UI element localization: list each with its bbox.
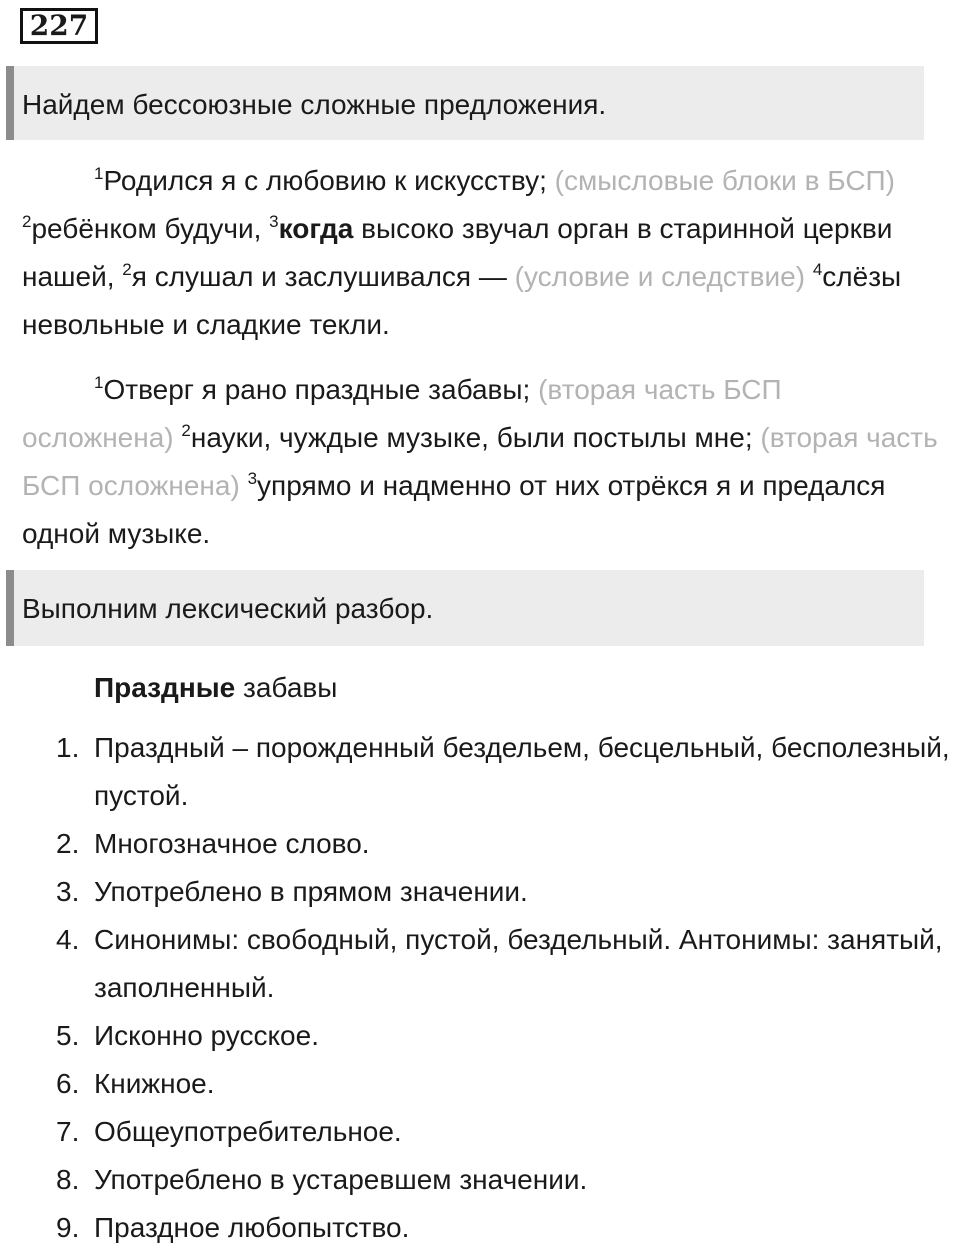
analysis-list [0,724,960,1252]
annotation-note: (смысловые блоки в БСП) [554,165,895,196]
list-item-number: 6. [56,1068,80,1099]
list-item-text: Праздное любопытство. [94,1212,410,1243]
sentence-text: я слушал и заслушивался — [131,261,515,292]
sentence-text: Родился я с любовию к искусству; [103,165,555,196]
sentence-text: высоко звучал орган в старинной церкви нашей, [22,213,893,292]
list-item [0,916,960,1012]
sentence-text: упрямо и надменно от них отрёкся я и предался одной музыке. [22,470,886,549]
section-header-lexical: Выполним лексический разбор. [6,570,924,646]
sentence-marker: 2 [122,260,132,279]
list-item-text: Многозначное слово. [94,828,370,859]
task-number: 227 [20,8,98,44]
list-item-text: Книжное. [94,1068,215,1099]
list-item-number: 2. [56,828,80,859]
list-item [0,1060,960,1108]
sentence-text: Отверг я рано праздные забавы; [103,374,539,405]
list-item [0,724,960,820]
sentence-marker: 2 [22,212,32,231]
list-item-text: Исконно русское. [94,1020,319,1051]
list-item-number: 3. [56,876,80,907]
list-item [0,820,960,868]
section-header-bsp: Найдем бессоюзные сложные предложения. [6,66,924,140]
sentence-text: ребёнком будучи, [31,213,270,244]
annotation-note: (вторая часть БСП осложнена) [22,374,782,453]
list-item-number: 1. [56,732,80,763]
analysis-word-bold: Праздные [94,672,236,703]
sentence-marker: 1 [94,373,104,392]
list-item-number: 5. [56,1020,80,1051]
annotation-note: (условие и следствие) [514,261,806,292]
list-item [0,1108,960,1156]
sentence-text: слёзы невольные и сладкие текли. [22,261,902,340]
list-item-number: 4. [56,924,80,955]
list-item [0,1012,960,1060]
conjunction-bold: когда [278,213,354,244]
list-item-number: 8. [56,1164,80,1195]
paragraph-1 [22,157,940,349]
sentence-marker: 2 [181,421,191,440]
sentence-marker: 4 [812,260,823,279]
list-item-text: Синонимы: свободный, пустой, бездельный. Антонимы: занятый, заполненный. [94,924,943,1003]
list-item [0,1204,960,1252]
list-item [0,1156,960,1204]
sentence-marker: 1 [94,164,104,183]
list-item-text: Употреблено в прямом значении. [94,876,528,907]
list-item-text: Общеупотребительное. [94,1116,402,1147]
sentence-text: науки, чуждые музыке, были постылы мне; [190,422,761,453]
sentence-marker: 3 [247,469,258,488]
list-item-text: Употреблено в устаревшем значении. [94,1164,588,1195]
list-item [0,868,960,916]
list-item-number: 9. [56,1212,80,1243]
paragraph-2 [22,366,940,558]
analysis-word-rest: забавы [235,672,338,703]
analysis-title [94,664,337,712]
annotation-note: (вторая часть БСП осложнена) [22,422,938,501]
sentence-marker: 3 [269,212,279,231]
list-item-number: 7. [56,1116,80,1147]
list-item-text: Праздный – порожденный бездельем, бесцельный, бесполезный, пустой. [94,732,950,811]
